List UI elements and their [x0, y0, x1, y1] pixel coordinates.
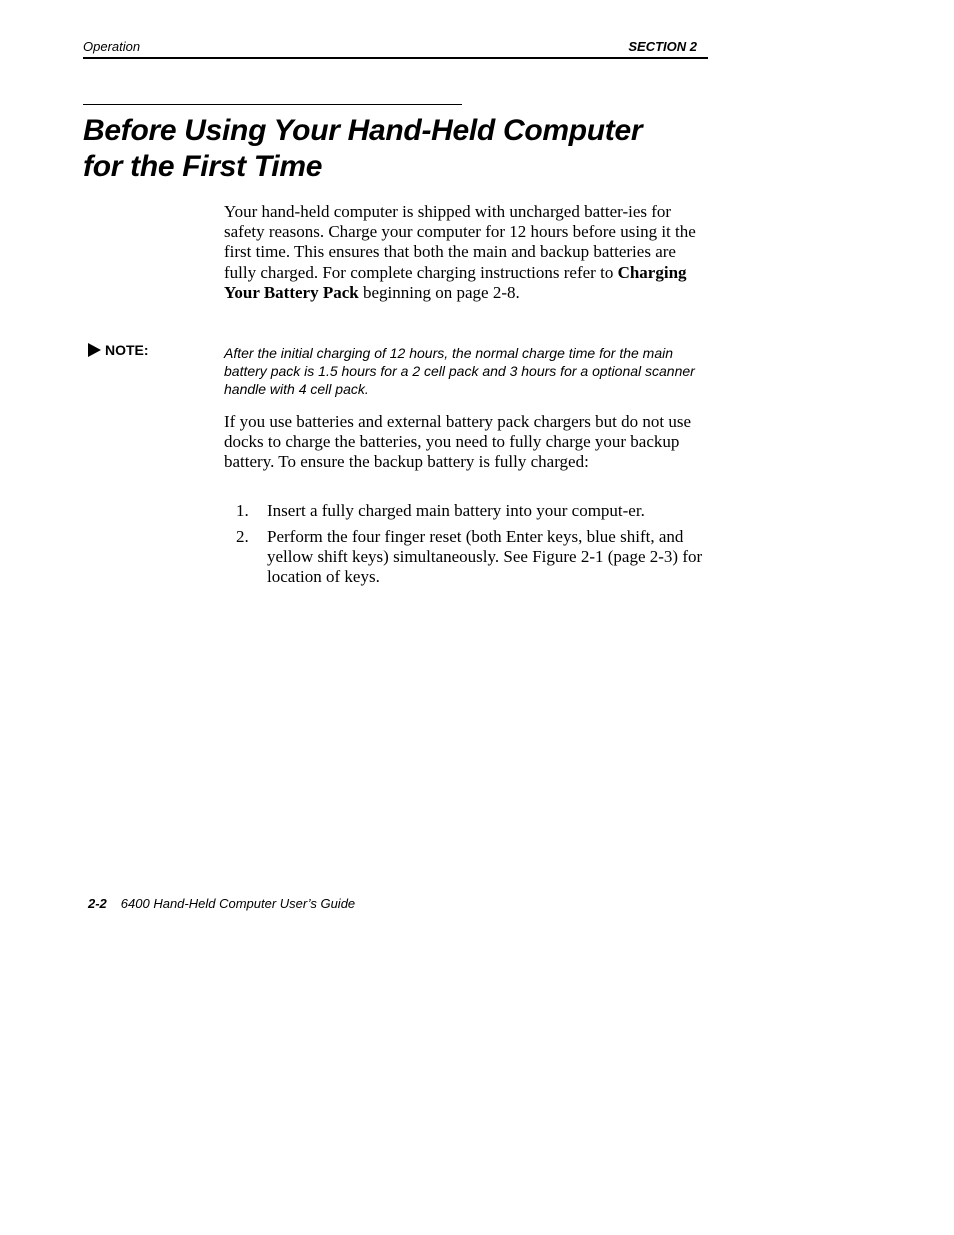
step-text: Perform the four finger reset (both Enter keys, blue shift, and yellow shift keys) simultaneously. See Figure 2-1 (page 2-3) for location of keys. [267, 526, 703, 587]
header-section-number: SECTION 2 [628, 39, 697, 54]
footer-page-number: 2-2 [88, 896, 107, 911]
intro-text-after: beginning on page 2-8. [358, 282, 520, 302]
list-item [224, 527, 710, 588]
footer-guide-title: 6400 Hand-Held Computer User’s Guide [120, 896, 356, 911]
step-text: Insert a fully charged main battery into your comput-er. [267, 501, 645, 520]
note-text: After the initial charging of 12 hours, the normal charge time for the main battery pack is 1.5 hours for a 2 cell pack and 3 hours for a optional scanner handle with 4 cell pack. [224, 345, 695, 397]
intro-paragraph [224, 202, 710, 303]
header-section-name: Operation [83, 39, 141, 54]
header-rule [83, 57, 708, 59]
note-label [88, 341, 149, 359]
triangle-arrow-icon [88, 343, 101, 357]
steps-list [224, 501, 710, 593]
page-title-line-1: Before Using Your Hand-Held Computer [83, 114, 643, 147]
step-number: 1. [236, 501, 249, 520]
note-label-text: NOTE: [105, 342, 149, 358]
intro-bold-reference: Charging Your Battery Pack [224, 262, 687, 302]
page-title-line-2: for the First Time [83, 150, 323, 183]
list-item [224, 501, 710, 521]
page-footer [88, 896, 355, 911]
page-title [83, 113, 723, 185]
battery-paragraph: If you use batteries and external battery pack chargers but do not use docks to charge the batteries, you need to fully charge your backup battery. To ensure the backup battery is fully charged: [224, 412, 692, 472]
intro-text-before: Your hand-held computer is shipped with uncharged batter-ies for safety reasons. Charge your computer for 12 hours before using it the first time. This ensures that both the main and backup batteries are fully charged. For complete charging instructions refer to [224, 202, 696, 282]
title-rule [83, 104, 462, 105]
step-number: 2. [236, 526, 249, 546]
